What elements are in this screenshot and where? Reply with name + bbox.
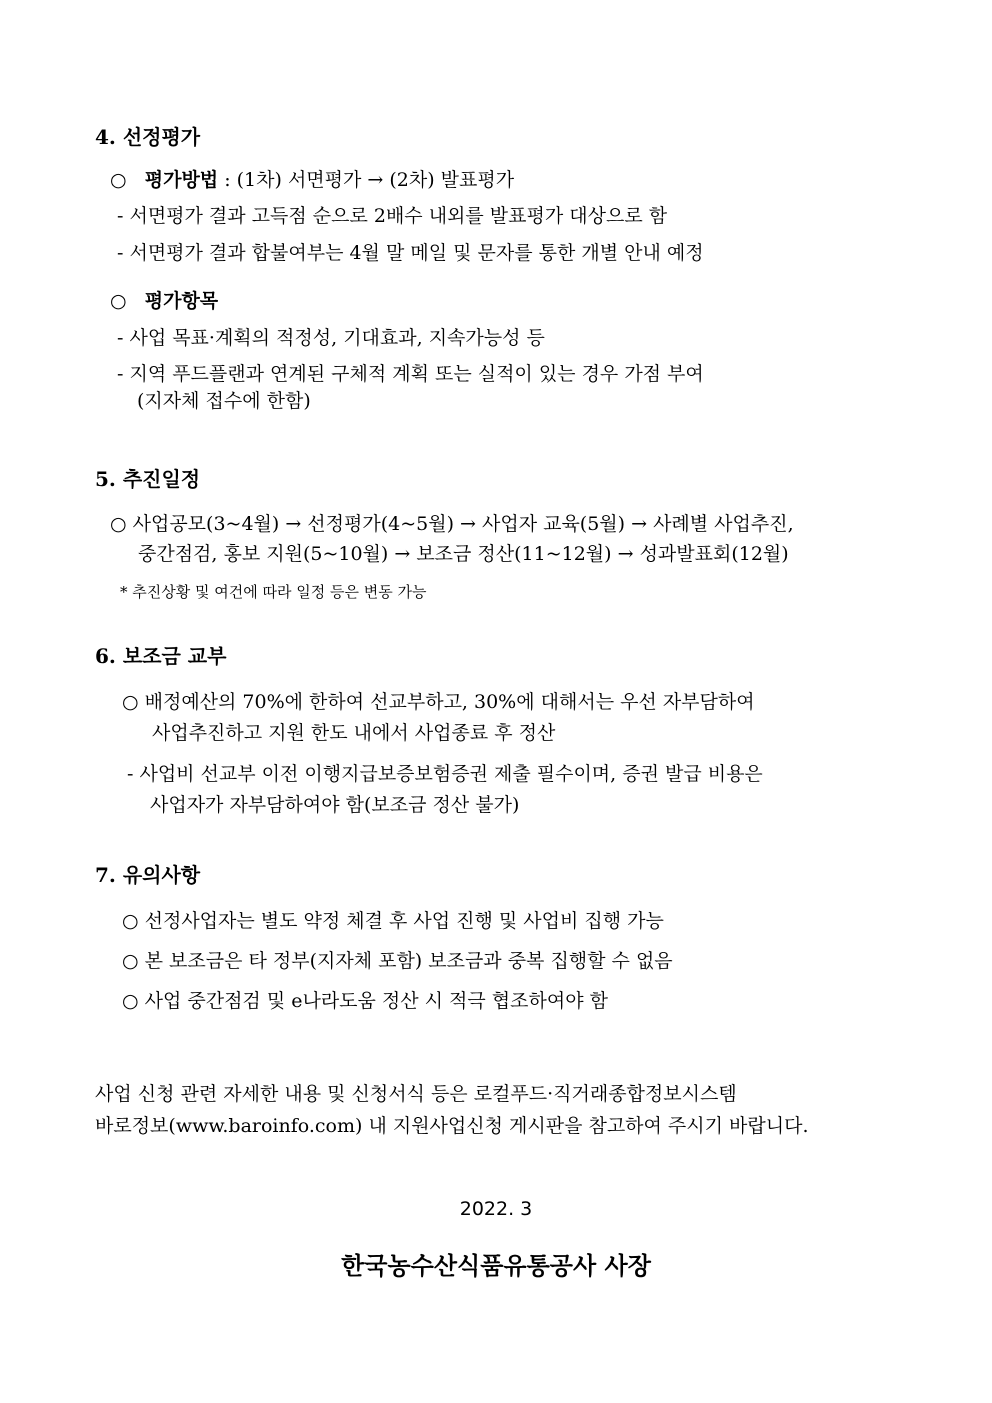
eval-method-text: : (1차) 서면평가 → (2차) 발표평가 [218,169,515,191]
eval-item-2: - 지역 푸드플랜과 연계된 구체적 계획 또는 실적이 있는 경우 가점 부여 [117,363,704,385]
bullet-icon: ○ [110,169,127,191]
subsidy-line-2: 사업추진하고 지원 한도 내에서 사업종료 후 정산 [152,722,556,744]
eval-items-label: 평가항목 [144,290,219,312]
subsidy-line-4: 사업자가 자부담하여야 함(보조금 정산 불가) [150,794,520,816]
eval-method-item-2: - 서면평가 결과 합불여부는 4월 말 메일 및 문자를 통한 개별 안내 예정 [117,242,704,264]
document-date: 2022. 3 [459,1198,533,1220]
schedule-note: * 추진상황 및 여건에 따라 일정 등은 변동 가능 [120,583,427,601]
caution-item-2: ○ 본 보조금은 타 정부(지자체 포함) 보조금과 중복 집행할 수 없음 [122,950,673,972]
closing-line-2: 바로정보(www.baroinfo.com) 내 지원사업신청 게시판을 참고하여 주시기 바랍니다. [95,1115,809,1137]
section-5-title: 5. 추진일정 [95,467,201,491]
subsidy-line-3: - 사업비 선교부 이전 이행지급보증보험증권 제출 필수이며, 증권 발급 비용은 [127,763,763,785]
issuer-title: 한국농수산식품유통공사 사장 [341,1251,651,1280]
eval-method-item-1: - 서면평가 결과 고득점 순으로 2배수 내외를 발표평가 대상으로 함 [117,205,668,227]
section-7-title: 7. 유의사항 [95,863,201,887]
caution-item-1: ○ 선정사업자는 별도 약정 체결 후 사업 진행 및 사업비 집행 가능 [122,910,664,932]
subsidy-line-1: ○ 배정예산의 70%에 한하여 선교부하고, 30%에 대해서는 우선 자부담하여 [122,691,755,713]
eval-item-1: - 사업 목표·계획의 적정성, 기대효과, 지속가능성 등 [117,327,545,349]
eval-item-2-cont: (지자체 접수에 한함) [137,390,311,412]
section-4-title: 4. 선정평가 [95,125,201,149]
closing-line-1: 사업 신청 관련 자세한 내용 및 신청서식 등은 로컬푸드·직거래종합정보시스템 [95,1083,737,1105]
schedule-line-2: 중간점검, 홍보 지원(5~10월) → 보조금 정산(11~12월) → 성과발표회(12월) [138,543,789,565]
bullet-icon: ○ [110,290,127,312]
eval-items-line [110,288,218,314]
eval-method-label: 평가방법 [144,169,219,191]
schedule-line-1: ○ 사업공모(3~4월) → 선정평가(4~5월) → 사업자 교육(5월) → 사례별 사업추진, [110,513,794,535]
section-6-title: 6. 보조금 교부 [95,644,227,668]
caution-item-3: ○ 사업 중간점검 및 e나라도움 정산 시 적극 협조하여야 함 [122,990,608,1012]
eval-method-line [110,167,514,193]
